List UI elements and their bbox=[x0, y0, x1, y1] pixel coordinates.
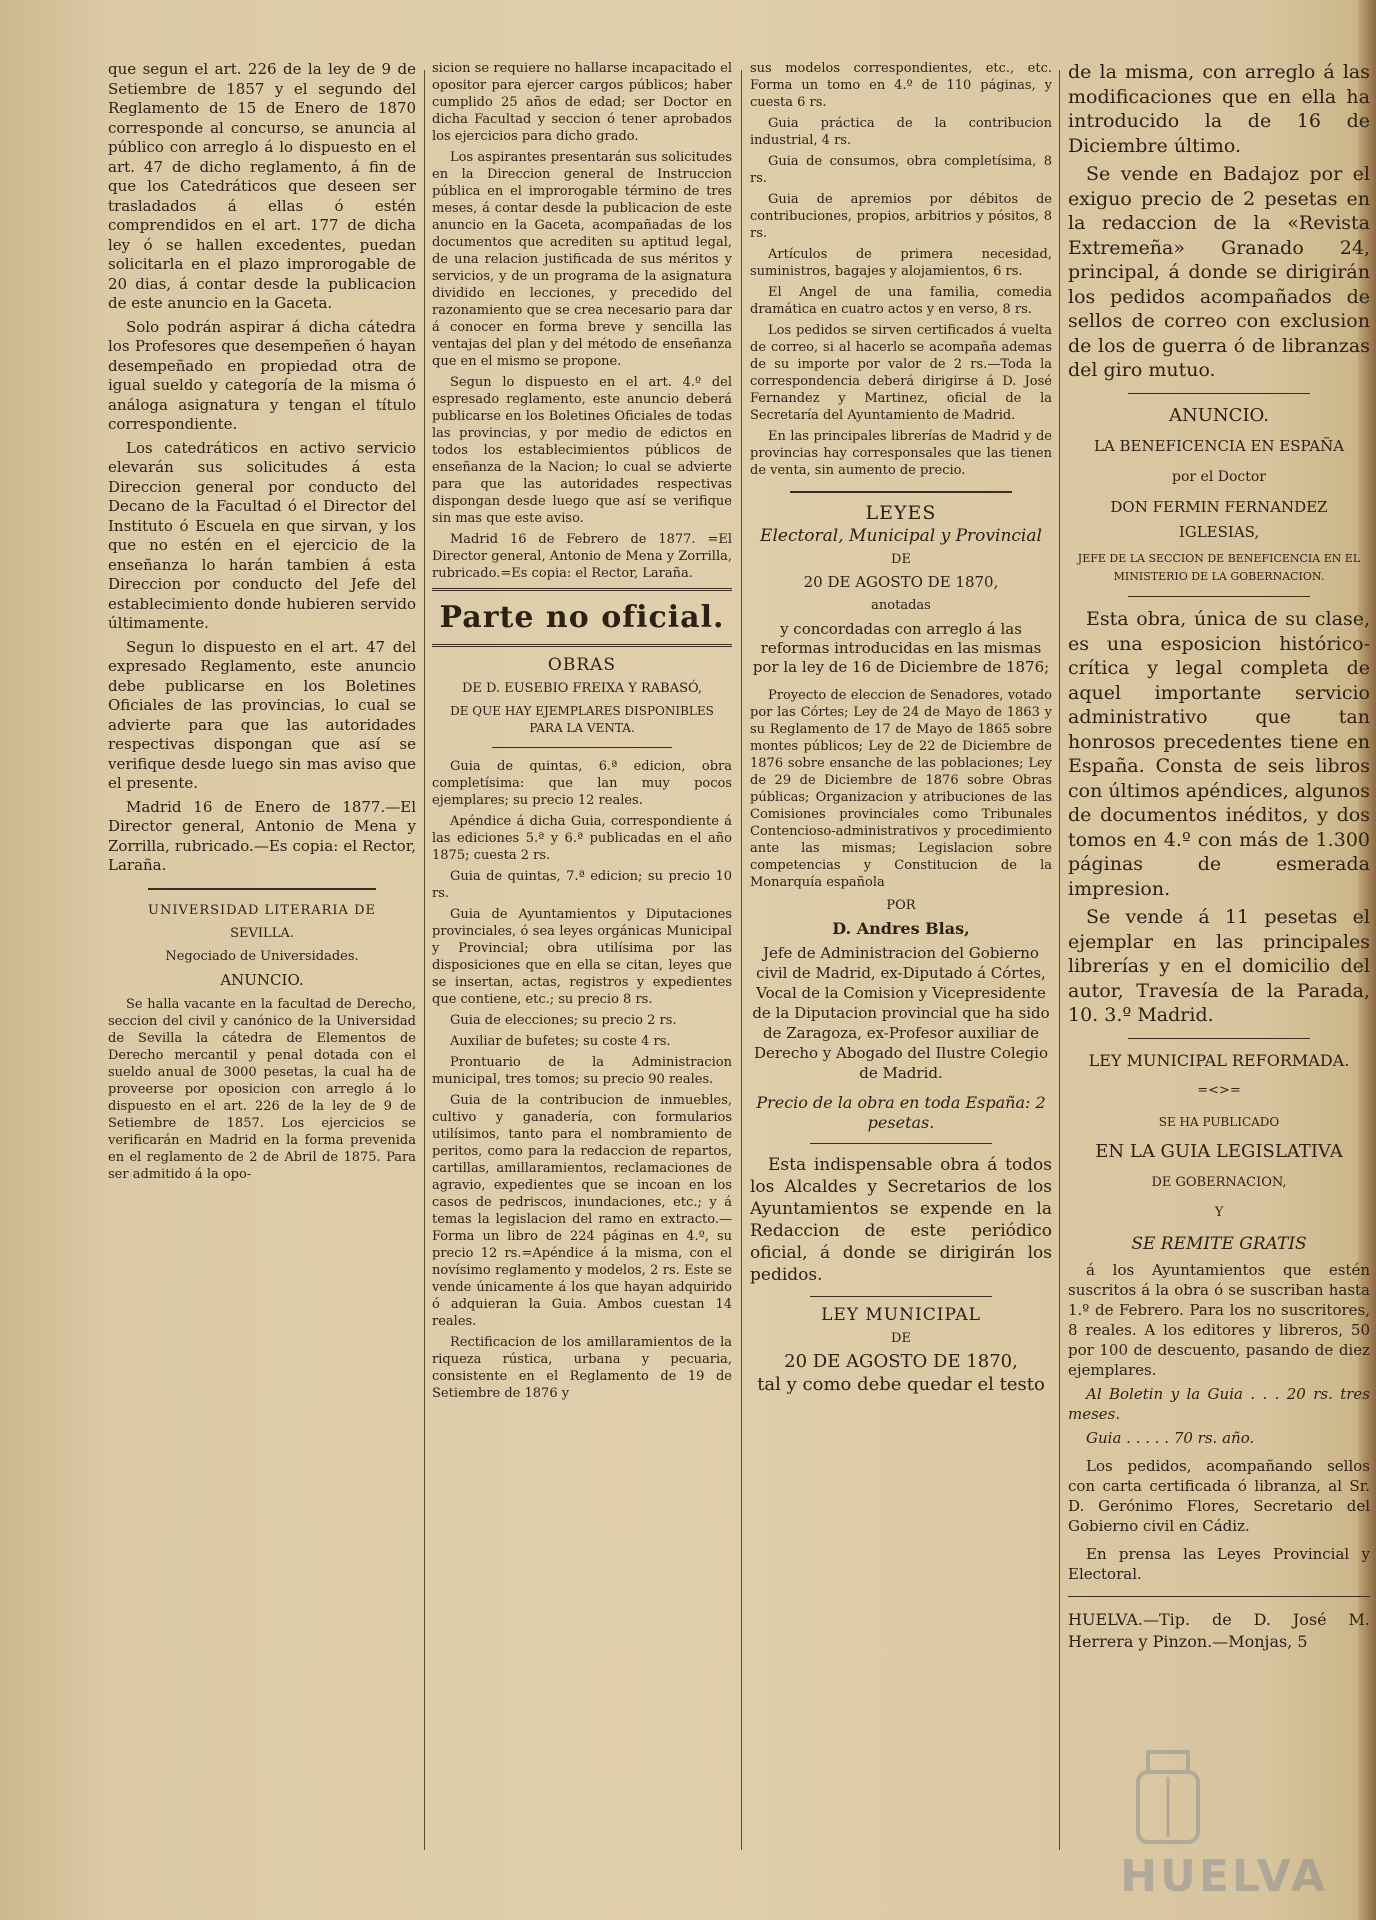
laws-annotated: anotadas bbox=[871, 598, 931, 613]
book-title: LA BENEFICENCIA EN ESPAÑA bbox=[1093, 437, 1345, 455]
watermark-text: HUELVA bbox=[1120, 1851, 1328, 1902]
list-item: Guia de elecciones; su precio 2 rs. bbox=[450, 1013, 677, 1028]
list-item: Prontuario de la Administracion municipal, tres tomos; su precio 90 reales. bbox=[432, 1055, 732, 1087]
announcement-title: ANUNCIO. bbox=[220, 970, 304, 989]
paragraph: Solo podrán aspirar á dicha cátedra los Profesores que desempeñen ó hayan desempeñado en propiedad otra de igual sueldo y categoría de la misma ó análoga asignatura y tengan el título correspondiente. bbox=[108, 317, 416, 433]
author-description: Jefe de Administracion del Gobierno civil de Madrid, ex-Diputado á Córtes, Vocal de la Comision y Vicepresidente de la Diputacion provincial que ha sido de Zaragoza, ex-Profesor auxiliar de Derecho y Abogado del Ilustre Colegio de Madrid. bbox=[752, 944, 1050, 1082]
paragraph: Los aspirantes presentarán sus solicitudes en la Direccion general de Instruccion pública en el improrogable término de tres meses, á contar desde la publicacion de este anuncio en la Gaceta, acompañadas de los documentos que acrediten su aptitud legal, de una relacion justificada de sus méritos y servicios, y de un programa de la asignatura dividido en lecciones, y precedido del razonamiento que se crea necesario para dar á conocer en forma breve y sencilla las ventajas del plan y del método de enseñanza que en el mismo se propone. bbox=[432, 150, 732, 369]
paragraph: En prensa las Leyes Provincial y Electoral. bbox=[1068, 1545, 1370, 1583]
paragraph: Los pedidos, acompañando sellos con carta certificada ó libranza, al Sr. D. Gerónimo Flores, Secretario del Gobierno civil en Cádiz. bbox=[1068, 1457, 1370, 1535]
column-rule bbox=[424, 70, 425, 1850]
divider bbox=[148, 888, 376, 890]
paragraph: de la misma, con arreglo á las modificaciones que en ella ha introducido la de 16 de Diciembre último. bbox=[1068, 61, 1370, 157]
archive-watermark bbox=[1088, 1742, 1328, 1902]
paragraph: Segun lo dispuesto en el art. 47 del expresado Reglamento, este anuncio debe publicarse en los Boletines Oficiales de las provincias, lo cual se advierte para que las autoridades respectivas dispongan que así se verifique desde luego sin mas aviso que el presente. bbox=[108, 637, 416, 792]
list-item: Guia de quintas, 6.ª edicion, obra completísima: que lan muy pocos ejemplares; su precio 12 reales. bbox=[432, 759, 732, 808]
paragraph: Los catedráticos en activo servicio elevarán sus solicitudes á esta Direccion general por conducto del Decano de la Facultad ó el Director del Instituto ó Escuela en que sirvan, y los que no estén en el ejercicio de la enseñanza lo harán tambien á esta Direccion por conducto del Jefe del establecimiento donde hubieren servido últimamente. bbox=[108, 438, 416, 632]
governance-label: DE GOBERNACION, bbox=[1151, 1174, 1287, 1190]
column-1 bbox=[108, 60, 416, 1860]
reformed-law-heading: LEY MUNICIPAL REFORMADA. bbox=[1088, 1050, 1350, 1070]
works-subtitle: DE QUE HAY EJEMPLARES DISPONIBLES PARA LA VENTA. bbox=[450, 704, 714, 735]
legislative-guide: EN LA GUIA LEGISLATIVA bbox=[1095, 1141, 1343, 1162]
column-3 bbox=[750, 60, 1052, 1860]
section-subheading: Negociado de Universidades. bbox=[165, 948, 359, 964]
works-author: DE D. EUSEBIO FREIXA Y RABASÓ, bbox=[461, 681, 703, 696]
published-label: SE HA PUBLICADO bbox=[1158, 1114, 1280, 1129]
list-item: El Angel de una familia, comedia dramática en cuatro actos y en verso, 8 rs. bbox=[750, 285, 1052, 317]
municipal-law-date: 20 DE AGOSTO DE 1870, bbox=[784, 1351, 1018, 1372]
list-item: sus modelos correspondientes, etc., etc. Forma un tomo en 4.º de 110 páginas, y cuesta 6 rs. bbox=[750, 61, 1052, 110]
list-item: En las principales librerías de Madrid y de provincias hay corresponsales que las tienen de venta, sin aumento de precio. bbox=[750, 429, 1052, 478]
list-item: Guia de la contribucion de inmuebles, cultivo y ganadería, con formularios utilísimos, tanto para el nombramiento de peritos, como para la redaccion de repartos, cartillas, amillaramientos, reclamaciones de agravio, expedientes que se incoan en los casos de pedriscos, inundaciones, etc.; y á temas la legislacion del ramo en extracto.—Forma un libro de 224 páginas en 4.º, su precio 12 rs.=Apéndice á la misma, con el novísimo reglamento y modelos, 2 rs. Este se vende únicamente á los que hayan adquirido ó adquieran la Guia. Ambos cuestan 14 reales. bbox=[432, 1093, 732, 1329]
paragraph: Madrid 16 de Febrero de 1877. =El Director general, Antonio de Mena y Zorrilla, rubricado.=Es copia: el Rector, Laraña. bbox=[432, 532, 732, 581]
laws-de: DE bbox=[891, 552, 911, 567]
section-subheading: SEVILLA. bbox=[230, 925, 294, 941]
list-item: Auxiliar de bufetes; su coste 4 rs. bbox=[450, 1034, 671, 1049]
column-4 bbox=[1068, 60, 1370, 1860]
price-note: Precio de la obra en toda España: 2 pesetas. bbox=[756, 1093, 1046, 1132]
crest-icon bbox=[1108, 1742, 1228, 1852]
by-label: POR bbox=[886, 898, 916, 913]
municipal-law-heading: LEY MUNICIPAL bbox=[821, 1305, 981, 1325]
divider bbox=[1128, 393, 1310, 394]
list-item: Guia de Ayuntamientos y Diputaciones provinciales, ó sea leyes orgánicas Municipal y Provincial; obra utilísima por las disposiciones que en ella se citan, leyes que se insertan, actas, registros y expedientes que contiene, etc.; su precio 8 rs. bbox=[432, 907, 732, 1007]
list-item: Los pedidos se sirven certificados á vuelta de correo, si al hacerlo se acompaña ademas de su importe por valor de 2 rs.—Toda la correspondencia deberá dirigirse á D. José Fernandez y Martinez, oficial de la Secretaría del Ayuntamiento de Madrid. bbox=[750, 323, 1052, 423]
works-heading: OBRAS bbox=[547, 655, 617, 675]
price-line: Guia . . . . . 70 rs. año. bbox=[1086, 1429, 1255, 1447]
divider bbox=[810, 1143, 992, 1144]
ornament: =<>= bbox=[1197, 1083, 1241, 1098]
paragraph: Se vende á 11 pesetas el ejemplar en las principales librerías y en el domicilio del autor, Travesía de la Parada, 10. 3.º Madrid. bbox=[1068, 906, 1370, 1026]
by-label: por el Doctor bbox=[1172, 468, 1266, 485]
paragraph: Proyecto de eleccion de Senadores, votado por las Córtes; Ley de 24 de Mayo de 1863 y su Reglamento de 17 de Mayo de 1865 sobre montes públicos; Ley de 22 de Diciembre de 1876 sobre ensanche de las poblaciones; Ley de 29 de Diciembre de 1876 sobre Obras públicas; Organizacion y atribuciones de las Comisiones provinciales como Tribunales Contencioso-administrativos y procedimiento ante las mismas; Legislacion sobre competencias y Constitucion de la Monarquía española bbox=[750, 688, 1052, 890]
list-item: Guia de quintas, 7.ª edicion; su precio 10 rs. bbox=[432, 869, 732, 901]
municipal-law-note: tal y como debe quedar el testo bbox=[757, 1374, 1045, 1395]
laws-date: 20 DE AGOSTO DE 1870, bbox=[803, 573, 999, 591]
column-2 bbox=[432, 60, 732, 1860]
list-item: Apéndice á dicha Guia, correspondiente á las ediciones 5.ª y 6.ª publicadas en el año 1875; cuesta 2 rs. bbox=[432, 814, 732, 863]
paragraph: Esta indispensable obra á todos los Alcaldes y Secretarios de los Ayuntamientos se expende en la Redaccion de este periódico oficial, á donde se dirigirán los pedidos. bbox=[750, 1155, 1052, 1285]
list-item: Guia práctica de la contribucion industrial, 4 rs. bbox=[750, 116, 1052, 148]
free-delivery: SE REMITE GRATIS bbox=[1131, 1233, 1307, 1254]
divider bbox=[1128, 1038, 1310, 1039]
list-item: Guia de apremios por débitos de contribuciones, propios, arbitrios y pósitos, 8 rs. bbox=[750, 192, 1052, 241]
column-rule bbox=[1059, 70, 1060, 1850]
divider bbox=[1068, 1596, 1370, 1597]
municipal-law-de: DE bbox=[891, 1331, 911, 1346]
list-item: Artículos de primera necesidad, suministros, bagajes y alojamientos, 6 rs. bbox=[750, 247, 1052, 279]
list-item: Guia de consumos, obra completísima, 8 rs. bbox=[750, 154, 1052, 186]
paragraph: sicion se requiere no hallarse incapacitado el opositor para ejercer cargos públicos; haber cumplido 25 años de edad; ser Doctor en dicha Facultad y seccion ó tener aprobados los ejercicios para dicho grado. bbox=[432, 61, 732, 144]
laws-author: D. Andres Blas, bbox=[832, 919, 970, 938]
divider bbox=[790, 491, 1012, 493]
divider bbox=[810, 1296, 992, 1297]
announcement-title: ANUNCIO. bbox=[1169, 404, 1269, 426]
laws-subheading: Electoral, Municipal y Provincial bbox=[760, 526, 1042, 546]
laws-heading: LEYES bbox=[865, 502, 937, 524]
column-rule bbox=[741, 70, 742, 1850]
paragraph: que segun el art. 226 de la ley de 9 de Setiembre de 1857 y el segundo del Reglamento de 15 de Enero de 1870 corresponde al concurso, se anuncia al público con arreglo á lo dispuesto en el art. 47 de dicho reglamento, á fin de que los Catedráticos que deseen ser trasladados á ellas ó estén comprendidos en el art. 177 de dicha ley ó se hallen excedentes, puedan solicitarla en el plazo improrogable de 20 dias, á contar desde la publicacion de este anuncio en la Gaceta. bbox=[108, 60, 416, 312]
list-item: Rectificacion de los amillaramientos de la riqueza rústica, urbana y pecuaria, consistente en el Reglamento de 19 de Setiembre de 1876 y bbox=[432, 1335, 732, 1401]
section-heading: UNIVERSIDAD LITERARIA DE bbox=[147, 902, 376, 918]
paragraph: Se vende en Badajoz por el exiguo precio de 2 pesetas en la redaccion de la «Revista Extremeña» Granado 24, principal, á donde se dirigirán los pedidos acompañados de sellos de correo con exclusion de los de guerra ó de libranzas del giro mutuo. bbox=[1068, 163, 1370, 381]
divider bbox=[492, 747, 672, 748]
paragraph: Segun lo dispuesto en el art. 4.º del espresado reglamento, este anuncio deberá publicarse en los Boletines Oficiales de todas las provincias, y por medio de edictos en todos los establecimientos públicos de enseñanza de la Nacion; lo cual se advierte para que las autoridades respectivas dispongan desde luego que así se verifique sin mas que este aviso. bbox=[432, 375, 732, 526]
imprint: HUELVA.—Tip. de D. José M. Herrera y Pinzon.—Monjas, 5 bbox=[1068, 1610, 1370, 1651]
paragraph: Se halla vacante en la facultad de Derecho, seccion del civil y canónico de la Universidad de Sevilla la cátedra de Elementos de Derecho mercantil y penal dotada con el sueldo anual de 3000 pesetas, la cual ha de proveerse por oposicion con arreglo á lo dispuesto en el art. 226 de la ley de 9 de Setiembre de 1857. Los ejercicios se verificarán en Madrid en la forma prevenida en el reglamento de 2 de Abril de 1875. Para ser admitido á la opo- bbox=[108, 997, 416, 1182]
section-banner bbox=[432, 588, 732, 647]
and-label: Y bbox=[1214, 1205, 1224, 1220]
paragraph: Esta obra, única de su clase, es una esposicion histórico-crítica y legal completa de aquel importante servicio administrativo que tan honrosos precedentes tiene en España. Consta de seis libros con últimos apéndices, algunos de documentos inéditos, y dos tomos en 4.º con más de 1.300 páginas de esmerada impresion. bbox=[1068, 608, 1370, 900]
book-author: DON FERMIN FERNANDEZ IGLESIAS, bbox=[1110, 498, 1328, 541]
paragraph: á los Ayuntamientos que estén suscritos á la obra ó se suscriban hasta 1.º de Febrero. Para los no suscritores, 8 reales. A los editores y libreros, 50 por 100 de descuento, pasando de diez ejemplares. bbox=[1068, 1261, 1370, 1379]
laws-concordance: y concordadas con arreglo á las reformas introducidas en las mismas por la ley de 16 de Diciembre de 1876; bbox=[752, 620, 1050, 676]
divider bbox=[1128, 596, 1310, 597]
paragraph: Madrid 16 de Enero de 1877.—El Director general, Antonio de Mena y Zorrilla, rubricado.—Es copia: el Rector, Laraña. bbox=[108, 797, 416, 874]
section-title: Parte no oficial. bbox=[439, 600, 725, 635]
price-line: Al Boletin y la Guia . . . 20 rs. tres meses. bbox=[1068, 1385, 1370, 1423]
author-role: JEFE DE LA SECCION DE BENEFICENCIA EN EL MINISTERIO DE LA GOBERNACION. bbox=[1077, 552, 1361, 583]
